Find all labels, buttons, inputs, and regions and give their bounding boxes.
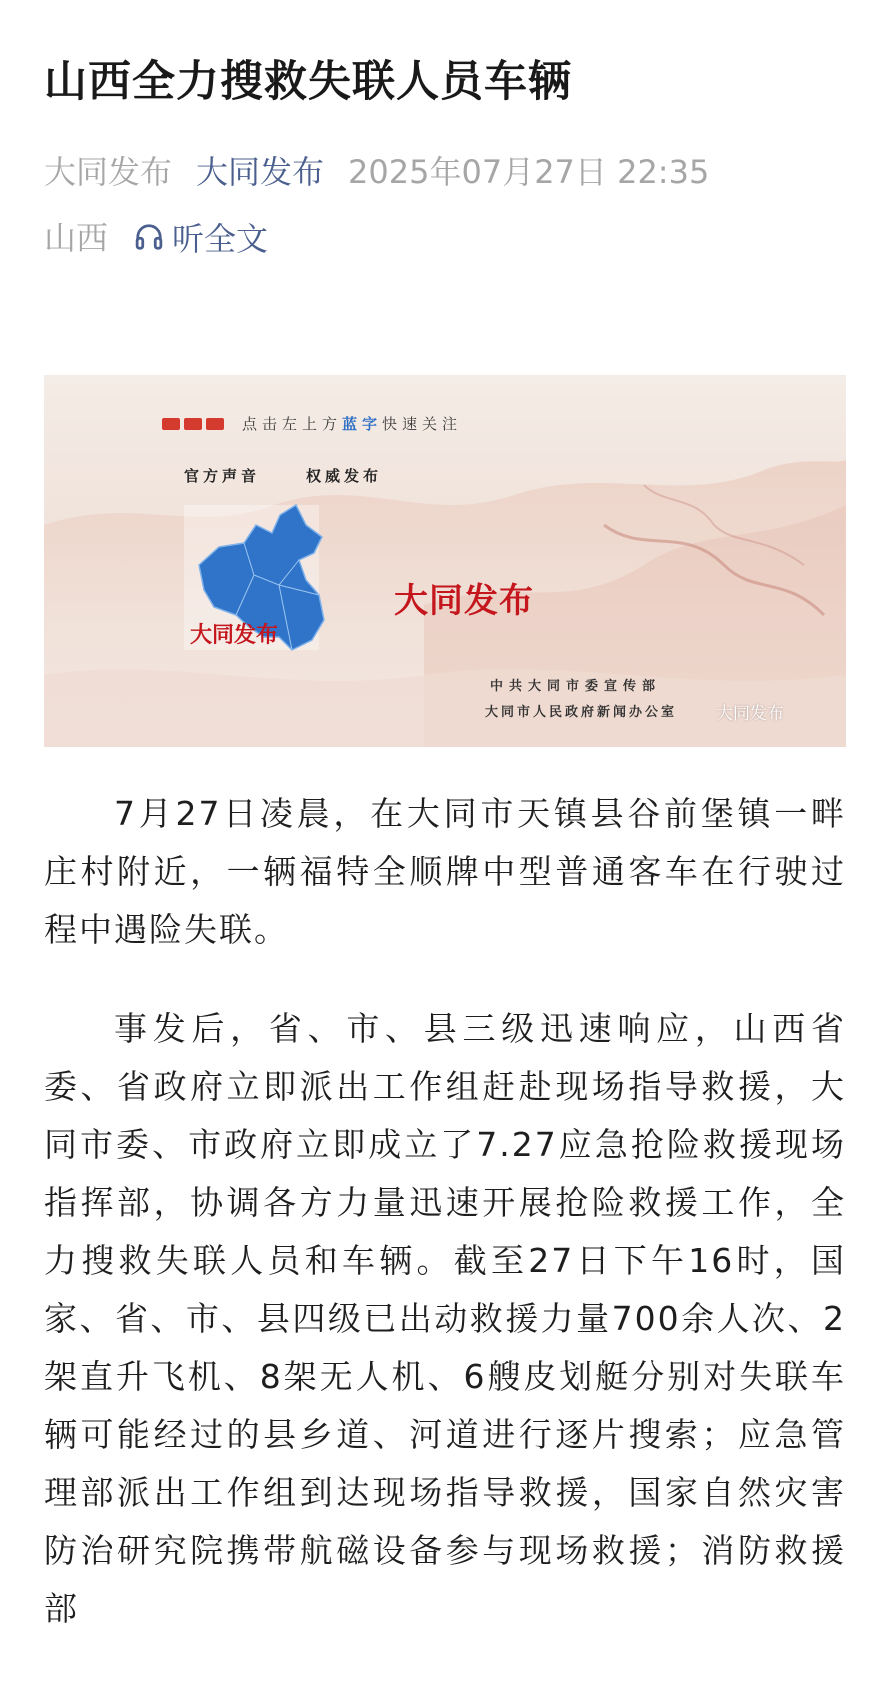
- banner-brand: 大同发布: [394, 581, 534, 621]
- listen-label: 听全文: [172, 220, 269, 258]
- header-banner-image: [44, 375, 846, 747]
- article-paragraph: 7月27日凌晨，在大同市天镇县谷前堡镇一畔庄村附近，一辆福特全顺牌中型普通客车在行驶过程中遇险失联。: [44, 794, 846, 949]
- publish-datetime: 2025年07月27日 22:35: [348, 153, 710, 191]
- listen-full-text-button[interactable]: [134, 215, 268, 261]
- banner-map-label: 大同发布: [190, 623, 279, 648]
- article-meta-secondary: [44, 214, 268, 261]
- banner-dept-2: 大同市人民政府新闻办公室: [485, 705, 678, 720]
- source-name: 大同发布: [44, 153, 173, 191]
- banner-watermark: 大同发布: [716, 704, 784, 724]
- banner-slogan-2: 权威发布: [306, 467, 383, 485]
- headphones-icon: [134, 222, 164, 252]
- article-meta: [44, 148, 709, 194]
- article-title: 山西全力搜救失联人员车辆: [44, 57, 572, 107]
- red-flags-icon: [162, 415, 228, 434]
- banner-follow-hint: 点击左上方蓝字快速关注: [242, 415, 463, 433]
- banner-dept-1: 中共大同市委宣传部: [490, 679, 662, 694]
- region-label: 山西: [44, 219, 109, 257]
- account-link[interactable]: 大同发布: [196, 153, 325, 191]
- banner-slogan-1: 官方声音: [184, 467, 261, 485]
- article-paragraph: 事发后，省、市、县三级迅速响应，山西省委、省政府立即派出工作组赶赴现场指导救援，大同市委、市政府立即成立了7.27应急抢险救援现场指挥部，协调各方力量迅速开展抢险救援工作，全力搜救失联人员和车辆。截至27日下午16时，国家、省、市、县四级已出动救援力量700余人次、2架直升飞机、8架无人机、6艘皮划艇分别对失联车辆可能经过的县乡道、河道进行逐片搜索；应急管理部派出工作组到达现场指导救援，国家自然灾害防治研究院携带航磁设备参与现场救援；消防救援部: [44, 1009, 846, 1628]
